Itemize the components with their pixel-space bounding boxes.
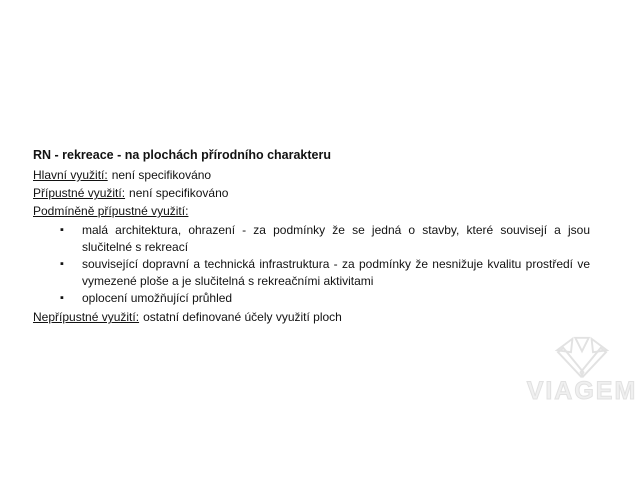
bullet-icon: ▪ <box>60 292 64 304</box>
usage-value-inadmissible: ostatní definované účely využití ploch <box>143 310 342 324</box>
document-text-block <box>33 146 590 326</box>
usage-line-permissible <box>33 184 590 202</box>
list-item-text: související dopravní a technická infrastruktura - za podmínky že nesnižuje kvalitu prostředí ve vymezené ploše a je slučitelná s rekreačními aktivitami <box>82 257 590 288</box>
list-item <box>33 256 590 290</box>
usage-label-main: Hlavní využití: <box>33 168 108 182</box>
list-item-text: oplocení umožňující průhled <box>82 291 233 305</box>
list-item <box>33 290 590 307</box>
viagem-watermark <box>526 334 638 406</box>
bullet-icon: ▪ <box>60 258 64 270</box>
brand-wordmark: VIAGEM <box>526 377 638 405</box>
usage-line-inadmissible <box>33 308 590 326</box>
list-item-text: malá architektura, ohrazení - za podmínky že se jedná o stavby, které souvisejí a jsou slučitelné s rekreací <box>82 223 590 254</box>
usage-value-main: není specifikováno <box>111 168 212 182</box>
usage-label-permissible: Přípustné využití: <box>33 186 126 200</box>
usage-line-main <box>33 166 590 184</box>
conditional-use-list <box>33 222 590 307</box>
list-item <box>33 222 590 256</box>
usage-label-conditional: Podmíněně přípustné využití: <box>33 204 189 218</box>
gem-logo-icon <box>551 334 613 380</box>
usage-value-permissible: není specifikováno <box>129 186 229 200</box>
page-title: RN - rekreace - na plochách přírodního charakteru <box>33 148 331 162</box>
bullet-icon: ▪ <box>60 224 64 236</box>
usage-label-inadmissible: Nepřípustné využití: <box>33 310 140 324</box>
usage-line-conditional <box>33 202 590 220</box>
